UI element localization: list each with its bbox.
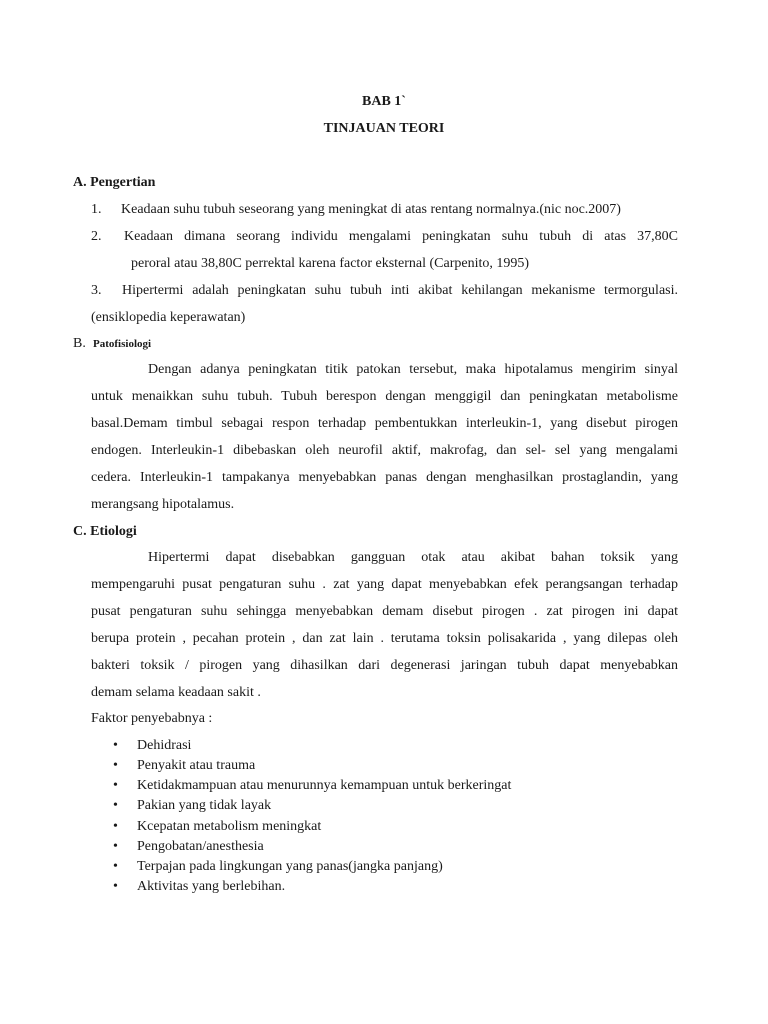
factor-item: Pakian yang tidak layak [137, 798, 272, 813]
item-1-number: 1. [91, 202, 102, 217]
section-a-heading: A. Pengertian [73, 175, 156, 190]
patofisiologi-line-4: endogen. Interleukin-1 dibebaskan oleh neurofil aktif, makrofag, dan sel- sel yang mengalami [91, 443, 678, 458]
patofisiologi-line-1: Dengan adanya peningkatan titik patokan tersebut, maka hipotalamus mengirim sinyal [148, 362, 678, 377]
etiologi-line-1: Hipertermi dapat disebabkan gangguan otak atau akibat bahan toksik yang [148, 550, 678, 565]
factor-item: Aktivitas yang berlebihan. [137, 879, 286, 894]
bullet-icon: • [113, 839, 118, 854]
etiologi-line-4: berupa protein , pecahan protein , dan zat lain . terutama toksin polisakarida , yang dilepas oleh [91, 631, 678, 646]
bullet-icon: • [113, 798, 118, 813]
etiologi-line-6: demam selama keadaan sakit . [91, 685, 261, 700]
patofisiologi-line-2: untuk menaikkan suhu tubuh. Tubuh berespon dengan menggigil dan peningkatan metabolisme [91, 389, 678, 404]
item-2-number: 2. [91, 229, 102, 244]
factor-item: Penyakit atau trauma [137, 758, 256, 773]
factor-item: Ketidakmampuan atau menurunnya kemampuan untuk berkeringat [137, 778, 512, 793]
item-3-line-1: Hipertermi adalah peningkatan suhu tubuh inti akibat kehilangan mekanisme termorgulasi. [122, 283, 678, 298]
section-b-letter: B. [73, 336, 86, 351]
bullet-icon: • [113, 778, 118, 793]
section-b-heading: Patofisiologi [93, 338, 152, 350]
section-c-heading: C. Etiologi [73, 524, 137, 539]
factors-label: Faktor penyebabnya : [91, 711, 213, 726]
etiologi-line-3: pusat pengaturan suhu sehingga menyebabkan demam disebut pirogen . zat pirogen ini dapat [91, 604, 678, 619]
item-3-number: 3. [91, 283, 102, 298]
factor-item: Kcepatan metabolism meningkat [137, 819, 322, 834]
item-3-line-2: (ensiklopedia keperawatan) [91, 310, 246, 325]
bullet-icon: • [113, 879, 118, 894]
factor-item: Pengobatan/anesthesia [137, 839, 264, 854]
factor-item: Terpajan pada lingkungan yang panas(jangka panjang) [137, 859, 443, 874]
document-title: TINJAUAN TEORI [323, 121, 445, 136]
patofisiologi-line-6: merangsang hipotalamus. [91, 497, 235, 512]
item-2-line-2: peroral atau 38,80C perrektal karena factor eksternal (Carpenito, 1995) [131, 256, 530, 271]
bullet-icon: • [113, 819, 118, 834]
item-2-line-1: Keadaan dimana seorang individu mengalami peningkatan suhu tubuh di atas 37,80C [124, 229, 678, 244]
patofisiologi-line-5: cedera. Interleukin-1 tampakanya menyebabkan panas dengan menghasilkan prostaglandin, yang [91, 470, 678, 485]
patofisiologi-line-3: basal.Demam timbul sebagai respon terhadap pembentukkan interleukin-1, yang disebut pirogen [91, 416, 678, 431]
etiologi-line-5: bakteri toksik / pirogen yang dihasilkan dari degenerasi jaringan tubuh dapat menyebabkan [91, 658, 678, 673]
bullet-icon: • [113, 758, 118, 773]
bullet-icon: • [113, 738, 118, 753]
bullet-icon: • [113, 859, 118, 874]
chapter-label: BAB 1` [362, 94, 406, 109]
item-1-text: Keadaan suhu tubuh seseorang yang meningkat di atas rentang normalnya.(nic noc.2007) [121, 202, 621, 217]
factor-item: Dehidrasi [137, 738, 192, 753]
etiologi-line-2: mempengaruhi pusat pengaturan suhu . zat yang dapat menyebabkan efek perangsangan terhadap [91, 577, 678, 592]
